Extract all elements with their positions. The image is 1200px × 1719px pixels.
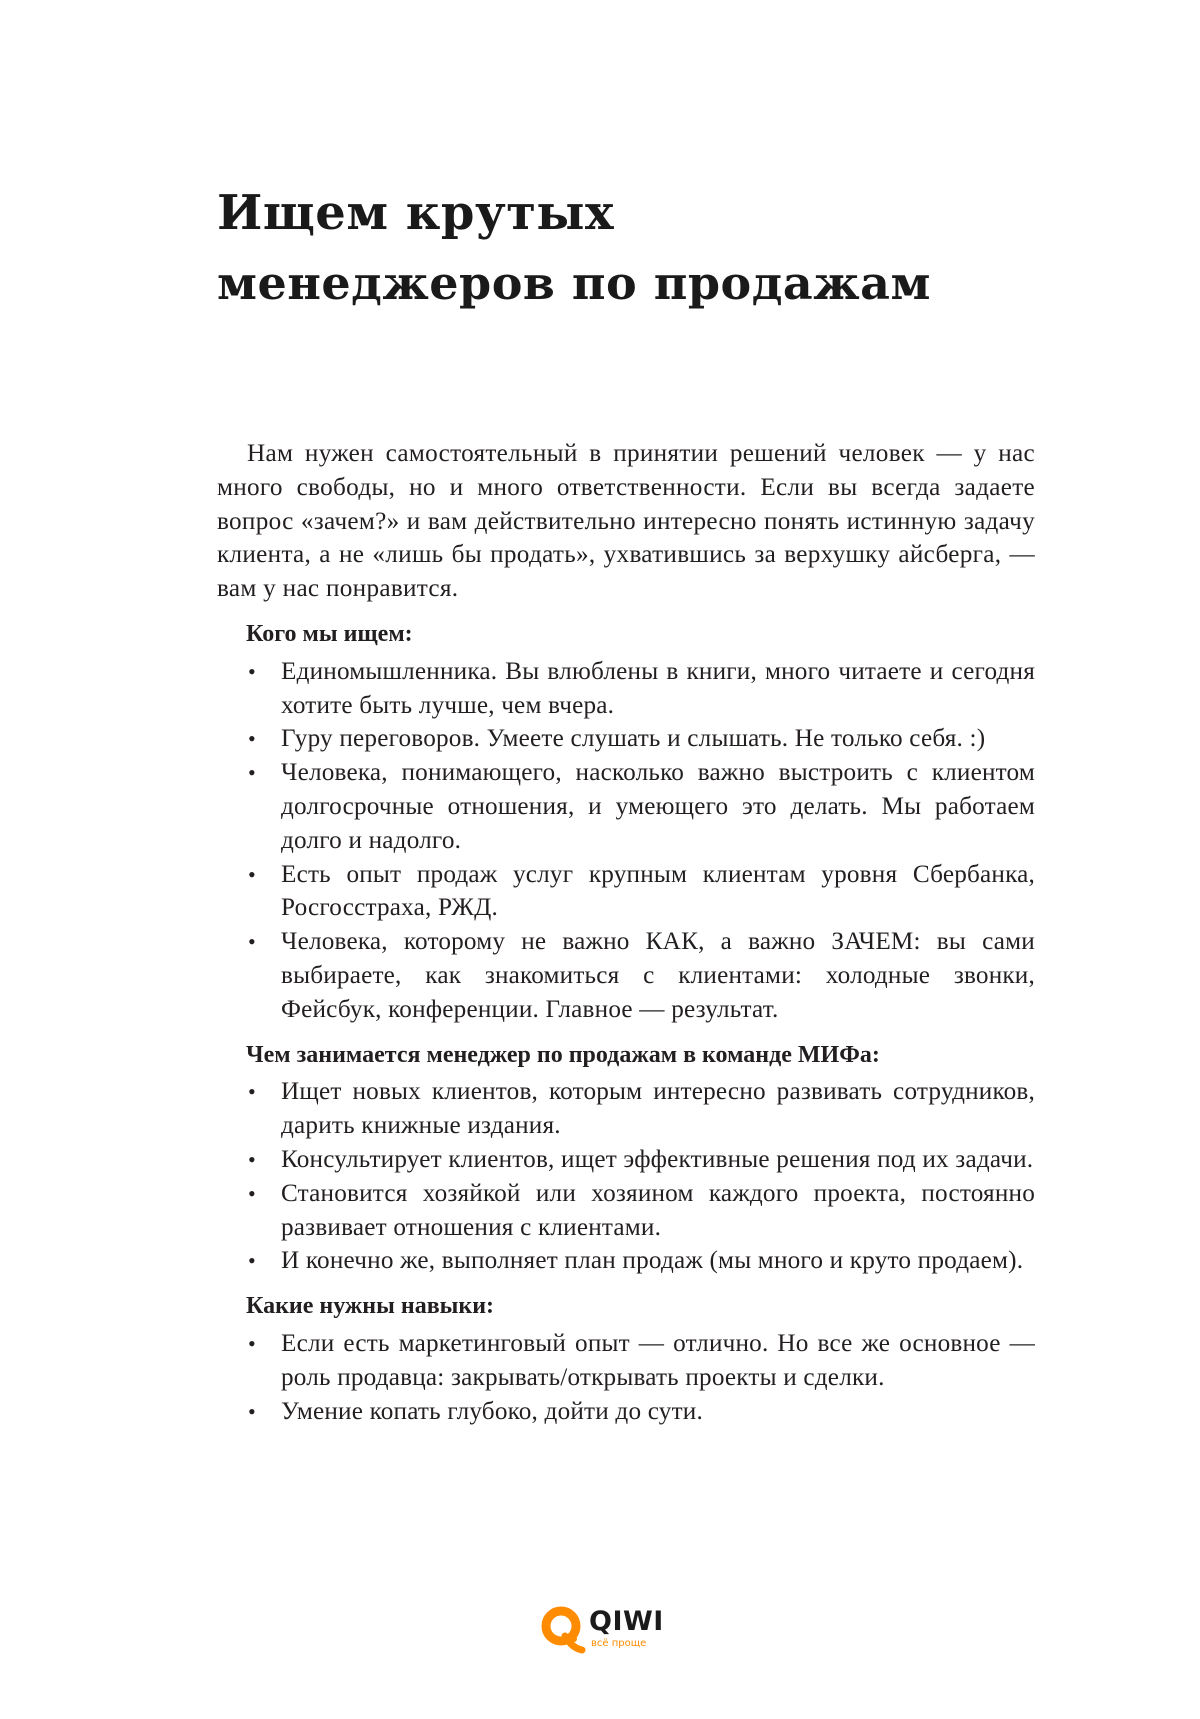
bullet-list xyxy=(217,1327,1035,1428)
qiwi-logo-icon xyxy=(538,1604,586,1656)
list-item-text: Человека, понимающего, насколько важно выстроить с клиентом долгосрочные отношения, и умеющего это делать. Мы работаем долго и надолго. xyxy=(281,759,1035,854)
section-who-we-seek xyxy=(217,618,1035,1027)
list-item xyxy=(217,925,1035,1026)
bullet-icon: • xyxy=(248,1248,256,1274)
intro-paragraph: Нам нужен самостоятельный в принятии решений человек — у нас много свободы, но и много ответственности. Если вы всегда задаете вопрос «зачем?» и вам действительно интересно понять истинную задачу клиента, а не «лишь бы продать», ухватившись за верхушку айсберга, — вам у нас понравится. xyxy=(217,440,1035,603)
list-item xyxy=(217,1143,1035,1177)
list-item-text: Если есть маркетинговый опыт — отлично. Но все же основное — роль продавца: закрывать/открывать проекты и сделки. xyxy=(281,1329,1035,1391)
list-item xyxy=(217,722,1035,756)
logo-name: QIWI xyxy=(589,1606,664,1637)
list-item-text: Ищет новых клиентов, которым интересно развивать сотрудников, дарить книжные издания. xyxy=(281,1078,1035,1140)
title-line-1: Ищем крутых xyxy=(217,185,615,241)
bullet-icon: • xyxy=(248,1398,256,1424)
qiwi-logo xyxy=(538,1604,664,1660)
list-item-text: Консультирует клиентов, ищет эффективные решения под их задачи. xyxy=(281,1145,1034,1173)
section-heading: Кого мы ищем: xyxy=(246,620,413,647)
bullet-list xyxy=(217,1075,1035,1278)
bullet-icon: • xyxy=(248,1180,256,1206)
list-item xyxy=(217,858,1035,926)
logo-slogan: всё проще xyxy=(591,1638,647,1649)
section-heading: Какие нужны навыки: xyxy=(246,1293,495,1320)
article-body xyxy=(217,437,1035,1428)
list-item-text: Человека, которому не важно КАК, а важно ЗАЧЕМ: вы сами выбираете, как знакомиться с клиентами: холодные звонки, Фейсбук, конференции. Главное — результат. xyxy=(281,928,1035,1023)
section-heading: Чем занимается менеджер по продажам в команде МИФа: xyxy=(246,1041,880,1068)
bullet-icon: • xyxy=(248,929,256,955)
page-title xyxy=(217,178,1077,318)
list-item xyxy=(217,1244,1035,1278)
list-item-text: Становится хозяйкой или хозяином каждого проекта, постоянно развивает отношения с клиентами. xyxy=(281,1179,1035,1241)
bullet-icon: • xyxy=(248,1330,256,1356)
section-duties xyxy=(217,1039,1035,1279)
title-line-2: менеджеров по продажам xyxy=(217,256,931,310)
list-item xyxy=(217,1075,1035,1143)
list-item xyxy=(217,1395,1035,1429)
bullet-icon: • xyxy=(248,1079,256,1105)
list-item-text: Есть опыт продаж услуг крупным клиентам уровня Сбербанка, Росгосстраха, РЖД. xyxy=(281,860,1035,922)
list-item-text: Единомышленника. Вы влюблены в книги, много читаете и сегодня хотите быть лучше, чем вчера. xyxy=(281,657,1035,719)
list-item-text: И конечно же, выполняет план продаж (мы много и круто продаем). xyxy=(281,1247,1024,1275)
bullet-icon: • xyxy=(248,760,256,786)
bullet-icon: • xyxy=(248,658,256,684)
list-item xyxy=(217,1327,1035,1395)
list-item-text: Гуру переговоров. Умеете слушать и слышать. Не только себя. :) xyxy=(281,725,986,753)
bullet-icon: • xyxy=(248,726,256,752)
section-skills xyxy=(217,1290,1035,1428)
list-item xyxy=(217,1177,1035,1245)
bullet-list xyxy=(217,655,1035,1027)
list-item-text: Умение копать глубоко, дойти до сути. xyxy=(281,1397,703,1425)
bullet-icon: • xyxy=(248,1146,256,1172)
list-item xyxy=(217,655,1035,723)
bullet-icon: • xyxy=(248,861,256,887)
list-item xyxy=(217,756,1035,857)
